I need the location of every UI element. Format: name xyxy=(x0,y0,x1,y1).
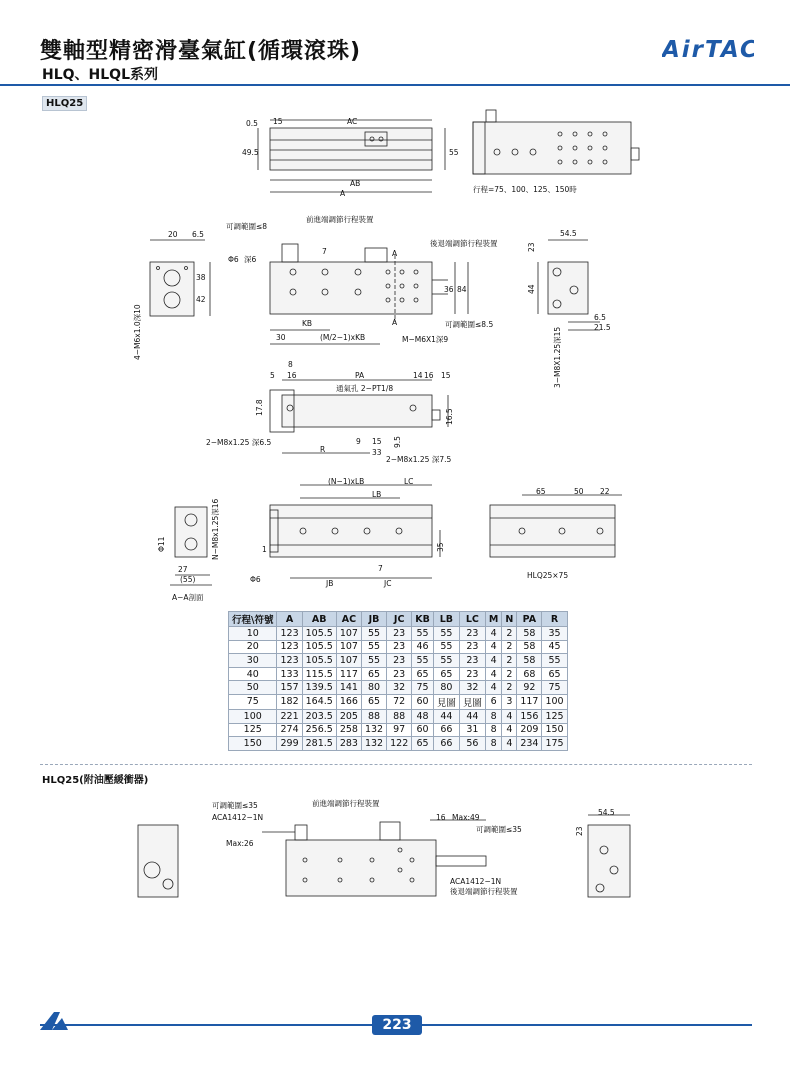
table-cell: 58 xyxy=(517,654,542,668)
page-number: 223 xyxy=(372,1015,422,1035)
dim: N−M8x1.25深16 xyxy=(211,498,220,560)
table-cell: 258 xyxy=(336,723,361,737)
table-cell: 32 xyxy=(459,681,485,695)
table-cell: 105.5 xyxy=(302,654,336,668)
table-cell: 139.5 xyxy=(302,681,336,695)
table-cell: 50 xyxy=(229,681,277,695)
dim: AB xyxy=(350,179,361,188)
table-row xyxy=(229,709,568,723)
table-cell: 75 xyxy=(542,681,567,695)
table-cell: 4 xyxy=(485,681,501,695)
table-cell: 40 xyxy=(229,667,277,681)
page-title: 雙軸型精密滑臺氣缸(循環滾珠) xyxy=(40,39,362,64)
col-header: AB xyxy=(302,612,336,627)
col-header: N xyxy=(502,612,517,627)
table-cell: 30 xyxy=(229,654,277,668)
dim: 4−M6x1.0深10 xyxy=(133,304,142,360)
table-cell: 23 xyxy=(387,667,412,681)
dim: A xyxy=(340,189,346,198)
table-cell: 122 xyxy=(387,737,412,751)
dim: 15 xyxy=(441,371,451,380)
dim: 15 xyxy=(273,117,283,126)
dim: Φ6 xyxy=(250,575,261,584)
table-cell: 100 xyxy=(542,694,567,709)
table-cell: 125 xyxy=(229,723,277,737)
table-cell: 65 xyxy=(361,694,386,709)
brand-mark-icon xyxy=(40,1012,68,1030)
col-header: JB xyxy=(361,612,386,627)
note: 前進端調節行程裝置 xyxy=(306,215,374,224)
dim: JC xyxy=(384,579,392,588)
table-cell: 4 xyxy=(485,654,501,668)
right-side-view xyxy=(538,240,600,330)
table-cell: 55 xyxy=(412,654,434,668)
table-cell: 157 xyxy=(277,681,302,695)
dim: 16 xyxy=(436,813,446,822)
col-header: AC xyxy=(336,612,361,627)
dim: 6.5 xyxy=(192,230,204,239)
note: 可調範圍≤8.5 xyxy=(445,320,494,329)
table-row xyxy=(229,667,568,681)
note: 通氣孔 2−PT1/8 xyxy=(336,384,394,393)
note: 後退端調節行程裝置 xyxy=(430,239,498,248)
dim: 8 xyxy=(288,360,293,369)
table-cell: 117 xyxy=(336,667,361,681)
table-cell: 107 xyxy=(336,654,361,668)
dim: 16 xyxy=(287,371,297,380)
table-cell: 123 xyxy=(277,640,302,654)
table-cell: 256.5 xyxy=(302,723,336,737)
dim: 30 xyxy=(276,333,286,342)
table-cell: 4 xyxy=(502,723,517,737)
table-cell: 107 xyxy=(336,627,361,641)
dim: M−M6X1深9 xyxy=(402,335,449,344)
dim: 44 xyxy=(527,284,536,294)
table-cell: 65 xyxy=(412,737,434,751)
dim: 7 xyxy=(378,564,383,573)
table-cell: 209 xyxy=(517,723,542,737)
col-header: LB xyxy=(433,612,459,627)
table-cell: 55 xyxy=(412,627,434,641)
col-header: A xyxy=(277,612,302,627)
table-cell: 48 xyxy=(412,709,434,723)
table-cell: 88 xyxy=(361,709,386,723)
table-cell: 175 xyxy=(542,737,567,751)
table-cell: 234 xyxy=(517,737,542,751)
table-cell: 75 xyxy=(412,681,434,695)
note: 行程=75、100、125、150時 xyxy=(473,185,577,194)
table-cell: 2 xyxy=(502,627,517,641)
table-row xyxy=(229,654,568,668)
note: ACA1412−1N xyxy=(212,813,264,822)
dim: 3−M8X1.25深15 xyxy=(553,326,562,388)
table-header-row xyxy=(229,612,568,627)
dim: 50 xyxy=(574,487,584,496)
table-cell: 117 xyxy=(517,694,542,709)
table-cell: 60 xyxy=(412,723,434,737)
table-cell: 2 xyxy=(502,640,517,654)
note: 可調範圍≤35 xyxy=(212,801,258,810)
section-label-hlq25: HLQ25 xyxy=(42,96,87,111)
table-cell: 見圖 xyxy=(459,694,485,709)
dim: 7 xyxy=(322,247,327,256)
table-cell: 23 xyxy=(387,627,412,641)
dim: R xyxy=(320,445,326,454)
col-header: JC xyxy=(387,612,412,627)
dim: 54.5 xyxy=(560,229,577,238)
note: 後退端調節行程裝置 xyxy=(450,887,518,896)
table-cell: 132 xyxy=(361,737,386,751)
hlq25x75-view xyxy=(490,495,622,557)
table-cell: 141 xyxy=(336,681,361,695)
table-cell: 105.5 xyxy=(302,627,336,641)
dim: 36 xyxy=(444,285,454,294)
table-cell: 65 xyxy=(433,667,459,681)
shock-right-view xyxy=(588,815,630,897)
dim: PA xyxy=(355,371,365,380)
table-cell: 281.5 xyxy=(302,737,336,751)
dim: 33 xyxy=(372,448,382,457)
table-cell: 66 xyxy=(433,723,459,737)
table-cell: 2 xyxy=(502,667,517,681)
table-cell: 44 xyxy=(459,709,485,723)
table-cell: 107 xyxy=(336,640,361,654)
note: 前進端調節行程裝置 xyxy=(312,799,380,808)
table-cell: 60 xyxy=(412,694,434,709)
dim: Max:49 xyxy=(452,813,480,822)
series-subtitle: HLQ、HLQL系列 xyxy=(42,67,158,83)
table-cell: 65 xyxy=(412,667,434,681)
table-cell: 166 xyxy=(336,694,361,709)
table-cell: 31 xyxy=(459,723,485,737)
table-cell: 150 xyxy=(542,723,567,737)
section-label-hlq25-shock: HLQ25(附油壓緩衝器) xyxy=(42,775,149,786)
table-cell: 75 xyxy=(229,694,277,709)
table-cell: 68 xyxy=(517,667,542,681)
dim: KB xyxy=(302,319,313,328)
table-cell: 32 xyxy=(387,681,412,695)
table-cell: 55 xyxy=(361,654,386,668)
col-header: M xyxy=(485,612,501,627)
dim: A xyxy=(392,249,398,258)
view-title: HLQ25×75 xyxy=(527,571,569,580)
dim: 15 xyxy=(372,437,382,446)
table-cell: 55 xyxy=(433,640,459,654)
dim: 9.5 xyxy=(393,436,402,448)
table-cell: 182 xyxy=(277,694,302,709)
table-cell: 55 xyxy=(433,654,459,668)
table-cell: 23 xyxy=(459,640,485,654)
table-cell: 23 xyxy=(387,640,412,654)
table-cell: 44 xyxy=(433,709,459,723)
dim: 21.5 xyxy=(594,323,611,332)
table-cell: 123 xyxy=(277,627,302,641)
table-cell: 97 xyxy=(387,723,412,737)
dim: AC xyxy=(347,117,358,126)
dim: 27 xyxy=(178,565,188,574)
table-cell: 45 xyxy=(542,640,567,654)
dim: 1 xyxy=(262,545,267,554)
dim: (N−1)xLB xyxy=(328,477,365,486)
dim: LC xyxy=(404,477,414,486)
spec-table-body xyxy=(229,627,568,751)
table-cell: 55 xyxy=(542,654,567,668)
dim: LB xyxy=(372,490,382,499)
dim: 16.5 xyxy=(445,408,454,425)
dim: 22 xyxy=(600,487,610,496)
table-cell: 55 xyxy=(433,627,459,641)
table-cell: 4 xyxy=(502,737,517,751)
col-header: 行程\符號 xyxy=(229,612,277,627)
table-cell: 274 xyxy=(277,723,302,737)
dim: 0.5 xyxy=(246,119,258,128)
top-right-view xyxy=(473,110,639,174)
table-cell: 115.5 xyxy=(302,667,336,681)
table-cell: 2 xyxy=(502,681,517,695)
table-cell: 20 xyxy=(229,640,277,654)
table-cell: 65 xyxy=(361,667,386,681)
dim: 14 xyxy=(413,371,423,380)
table-row xyxy=(229,723,568,737)
table-cell: 見圖 xyxy=(433,694,459,709)
dim: 65 xyxy=(536,487,546,496)
dim: 17.8 xyxy=(255,399,264,416)
table-cell: 299 xyxy=(277,737,302,751)
table-cell: 23 xyxy=(459,667,485,681)
dim: 2−M8x1.25 深6.5 xyxy=(206,438,272,447)
table-cell: 164.5 xyxy=(302,694,336,709)
note: ACA1412−1N xyxy=(450,877,502,886)
table-cell: 100 xyxy=(229,709,277,723)
table-row xyxy=(229,681,568,695)
table-cell: 58 xyxy=(517,640,542,654)
col-header: KB xyxy=(412,612,434,627)
table-cell: 10 xyxy=(229,627,277,641)
col-header: LC xyxy=(459,612,485,627)
table-cell: 203.5 xyxy=(302,709,336,723)
table-cell: 23 xyxy=(459,654,485,668)
dim: 2−M8x1.25 深7.5 xyxy=(386,455,452,464)
dim: 55 xyxy=(449,148,459,157)
table-cell: 66 xyxy=(433,737,459,751)
dim: A xyxy=(392,318,398,327)
table-cell: 92 xyxy=(517,681,542,695)
section-divider xyxy=(40,764,752,765)
table-cell: 150 xyxy=(229,737,277,751)
table-cell: 4 xyxy=(485,640,501,654)
table-cell: 283 xyxy=(336,737,361,751)
dim: JB xyxy=(326,579,334,588)
col-header: R xyxy=(542,612,567,627)
table-cell: 132 xyxy=(361,723,386,737)
table-cell: 4 xyxy=(485,627,501,641)
dim: Max:26 xyxy=(226,839,254,848)
table-cell: 6 xyxy=(485,694,501,709)
note: 可調範圍≤8 xyxy=(226,222,268,231)
table-cell: 80 xyxy=(433,681,459,695)
table-cell: 8 xyxy=(485,723,501,737)
dim: 9 xyxy=(356,437,361,446)
table-cell: 23 xyxy=(459,627,485,641)
dim: 38 xyxy=(196,273,206,282)
col-header: PA xyxy=(517,612,542,627)
lower-front-view xyxy=(270,485,440,578)
table-cell: 2 xyxy=(502,654,517,668)
dim: Φ11 xyxy=(157,536,166,552)
table-row xyxy=(229,694,568,709)
shock-left-view xyxy=(138,825,178,897)
table-cell: 58 xyxy=(517,627,542,641)
table-row xyxy=(229,627,568,641)
table-cell: 4 xyxy=(485,667,501,681)
dim: 5 xyxy=(270,371,275,380)
spec-table xyxy=(228,611,568,751)
table-cell: 35 xyxy=(542,627,567,641)
table-cell: 4 xyxy=(502,709,517,723)
table-cell: 125 xyxy=(542,709,567,723)
table-cell: 55 xyxy=(361,627,386,641)
dim: 35 xyxy=(436,542,445,552)
table-cell: 23 xyxy=(387,654,412,668)
table-cell: 133 xyxy=(277,667,302,681)
dim: 20 xyxy=(168,230,178,239)
aa-section-view xyxy=(170,507,212,585)
table-cell: 156 xyxy=(517,709,542,723)
table-row xyxy=(229,640,568,654)
table-cell: 88 xyxy=(387,709,412,723)
table-cell: 205 xyxy=(336,709,361,723)
table-cell: 105.5 xyxy=(302,640,336,654)
dim: Φ6 xyxy=(228,255,239,264)
table-cell: 72 xyxy=(387,694,412,709)
table-cell: 221 xyxy=(277,709,302,723)
svg-text:AirTAC: AirTAC xyxy=(662,37,754,62)
table-cell: 46 xyxy=(412,640,434,654)
table-cell: 80 xyxy=(361,681,386,695)
note: 可調範圍≤35 xyxy=(476,825,522,834)
dim: 16 xyxy=(424,371,434,380)
table-cell: 56 xyxy=(459,737,485,751)
table-cell: 3 xyxy=(502,694,517,709)
section-title: A−A剖面 xyxy=(172,593,204,602)
dim: 42 xyxy=(196,295,206,304)
dim: 深6 xyxy=(244,255,257,264)
main-front-view xyxy=(270,244,468,344)
table-row xyxy=(229,737,568,751)
dim: 54.5 xyxy=(598,808,615,817)
table-cell: 65 xyxy=(542,667,567,681)
dim: (M/2−1)xKB xyxy=(320,333,366,342)
table-cell: 123 xyxy=(277,654,302,668)
table-cell: 8 xyxy=(485,737,501,751)
table-cell: 55 xyxy=(361,640,386,654)
dim: 23 xyxy=(575,826,584,836)
dim: (55) xyxy=(180,575,196,584)
dim: 49.5 xyxy=(242,148,259,157)
table-cell: 8 xyxy=(485,709,501,723)
dim: 6.5 xyxy=(594,313,606,322)
dim: 84 xyxy=(457,285,467,294)
dim: 23 xyxy=(527,242,536,252)
